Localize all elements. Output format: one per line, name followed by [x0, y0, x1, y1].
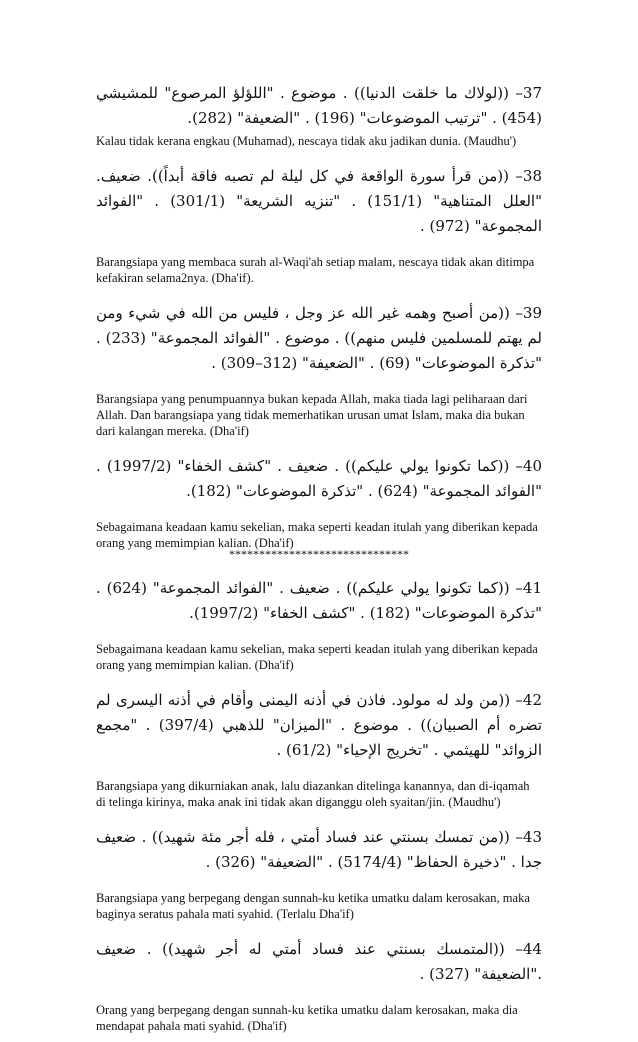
hadith-translation: Kalau tidak kerana engkau (Muhamad), nescaya tidak aku jadikan dunia. (Maudhu') — [96, 134, 517, 148]
hadith-entry-42 — [96, 688, 542, 810]
document-page — [96, 66, 542, 1042]
hadith-translation: Barangsiapa yang dikurniakan anak, lalu diazankan ditelinga kanannya, dan di-iqamah di telinga kirinya, maka anak ini tidak akan diganggu oleh syaitan/jin. (Maudhu') — [96, 779, 530, 809]
hadith-entry-40 — [96, 454, 542, 551]
hadith-arabic-text: 44– ((المتمسك بسنتي عند فساد أمتي له أجر شهيد)) . ضعيف ."الضعيفة" (327) . — [96, 940, 542, 983]
hadith-arabic-text: 41– ((كما تكونوا يولي عليكم)) . ضعيف . "الفوائد المجموعة" (624) . "تذكرة الموضوعات" (182) . "كشف الخفاء" (1997/2). — [96, 579, 542, 622]
hadith-translation: Sebagaimana keadaan kamu sekelian, maka seperti keadan itulah yang diberikan kepada orang yang memimpian kalian. (Dha'if) — [96, 520, 538, 550]
hadith-arabic-text: 39– ((من أصبح وهمه غير الله عز وجل ، فليس من الله في شيء ومن لم يهتم للمسلمين فليس منهم)) . موضوع . "الفوائد المجموعة" (233) . "تذكرة الموضوعات" (69) . "الضعيفة" (312–309) . — [96, 304, 543, 372]
hadith-arabic-text: 43– ((من تمسك بسنتي عند فساد أمتي ، فله أجر مئة شهيد)) . ضعيف جدا . "ذخيرة الحفاظ" (5174/4) . "الضعيفة" (326) . — [96, 828, 542, 871]
hadith-arabic-text: 40– ((كما تكونوا يولي عليكم)) . ضعيف . "كشف الخفاء" (1997/2) . "الفوائد المجموعة" (624) . "تذكرة الموضوعات" (182). — [96, 457, 543, 500]
hadith-entry-38 — [96, 164, 542, 286]
hadith-translation: Barangsiapa yang membaca surah al-Waqi'ah setiap malam, nescaya tidak akan ditimpa kefakiran selama2nya. (Dha'if). — [96, 255, 535, 285]
hadith-arabic-text: 37– ((لولاك ما خلقت الدنيا)) . موضوع . "اللؤلؤ المرصوع" للمشيشي (454) . "ترتيب الموضوعات" (196) . "الضعيفة" (282). — [96, 84, 542, 127]
hadith-entry-43 — [96, 825, 542, 922]
hadith-arabic-text: 42– ((من ولد له مولود. فاذن في أذنه اليمنى وأقام في أذنه اليسرى لم تضره أم الصبيان)) . موضوع . "الميزان" للذهبي (397/4) . "مجمع الزوائد" للهيثمي . "تخريج الإحياء" (61/2) . — [96, 691, 542, 759]
section-separator: ****************************** — [229, 547, 409, 561]
hadith-entry-41 — [96, 576, 542, 673]
hadith-entry-44 — [96, 937, 542, 1034]
hadith-translation: Barangsiapa yang penumpuannya bukan kepada Allah, maka tiada lagi peliharaan dari Allah. Dan barangsiapa yang tidak memerhatikan urusan umat Islam, maka dia bukan dari kalangan mereka. (Dha'if) — [96, 392, 528, 438]
hadith-entry-39 — [96, 301, 542, 439]
hadith-arabic-text: 38– ((من قرأ سورة الواقعة في كل ليلة لم تصبه فاقة أبداً)). ضعيف. "العلل المتناهية" (151/1) . "تنزيه الشريعة" (301/1) . "الفوائد المجموعة" (972) . — [96, 167, 542, 235]
hadith-translation: Sebagaimana keadaan kamu sekelian, maka seperti keadan itulah yang diberikan kepada orang yang memimpian kalian. (Dha'if) — [96, 642, 538, 672]
hadith-translation: Barangsiapa yang berpegang dengan sunnah-ku ketika umatku dalam kerosakan, maka baginya seratus pahala mati syahid. (Terlalu Dha'if) — [96, 891, 530, 921]
hadith-translation: Orang yang berpegang dengan sunnah-ku ketika umatku dalam kerosakan, maka dia mendapat pahala mati syahid. (Dha'if) — [96, 1003, 518, 1033]
hadith-entry-37 — [96, 81, 542, 149]
